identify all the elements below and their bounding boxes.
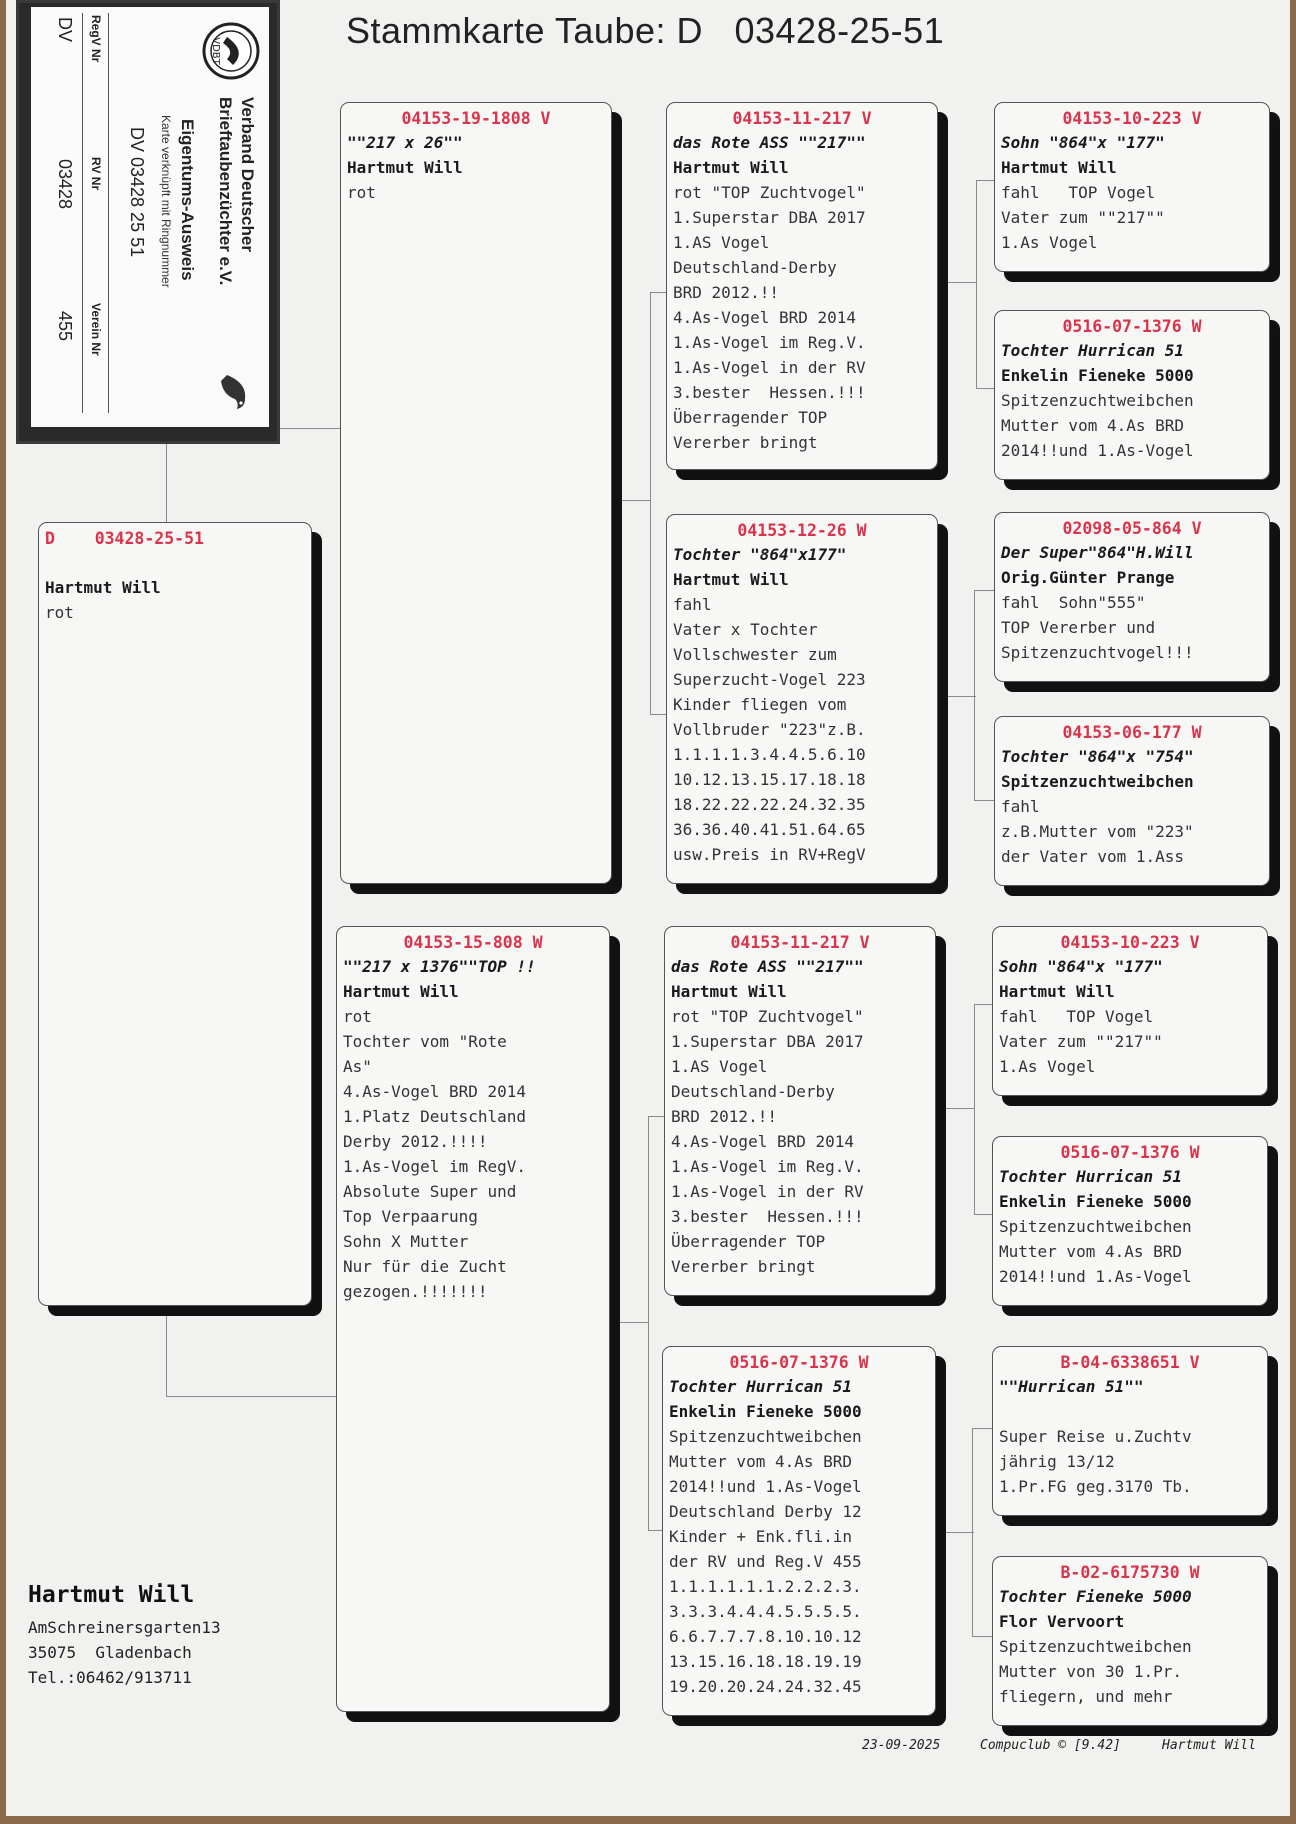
- card-ring: 0516-07-1376 W: [1062, 317, 1202, 336]
- label-org-line2: Brieftaubenzüchter e.V.: [216, 97, 235, 286]
- card-ggp-mmm: B-02-6175730 W Tochter Fieneke 5000 Flor Vervoort Spitzenzuchtweibchen Mutter von 30 1.Pr. fliegern, und mehr: [992, 1556, 1268, 1726]
- card-ggp-fmm: 04153-06-177 W Tochter "864"x "754" Spitzenzuchtweibchen fahl z.B.Mutter vom "223" der Vater vom 1.Ass: [994, 716, 1270, 886]
- svg-text:VDBT: VDBT: [210, 37, 221, 65]
- card-subject: [38, 522, 312, 1306]
- label-ring-number: DV 03428 25 51: [127, 127, 147, 258]
- card-ring: 02098-05-864 V: [1062, 519, 1202, 538]
- label-val-regv: DV: [55, 17, 75, 43]
- label-col-regv: RegV Nr: [89, 15, 103, 63]
- card-ggp-mff: 04153-10-223 V Sohn "864"x "177" Hartmut Will fahl TOP Vogel Vater zum ""217"" 1.As Vogel: [992, 926, 1268, 1096]
- card-ring: 04153-15-808 W: [403, 933, 543, 952]
- label-val-verein: 455: [55, 311, 75, 342]
- card-color: rot: [45, 603, 74, 622]
- pigeon-icon: [213, 369, 257, 413]
- card-ggp-fmf: 02098-05-864 V Der Super"864"H.Will Orig.Günter Prange fahl Sohn"555" TOP Vererber und Spitzenzuchtvogel!!!: [994, 512, 1270, 682]
- label-doc-title: Eigentums-Ausweis: [178, 119, 197, 281]
- card-ring: 04153-10-223 V: [1062, 109, 1202, 128]
- label-col-verein: Verein Nr: [89, 303, 103, 356]
- label-doc-subtitle: Karte verknüpft mit Ringnummer: [159, 115, 173, 288]
- owner-city: 35075 Gladenbach: [28, 1643, 192, 1662]
- owner-name: Hartmut Will: [28, 1582, 195, 1608]
- footer-owner: Hartmut Will: [1162, 1738, 1256, 1753]
- card-ring: 0516-07-1376 W: [1060, 1143, 1200, 1162]
- label-col-rv: RV Nr: [89, 157, 103, 191]
- card-ring: 04153-19-1808 V: [401, 109, 551, 128]
- card-grandfather-maternal: 04153-11-217 V das Rote ASS ""217"" Hartmut Will rot "TOP Zuchtvogel" 1.Superstar DBA 2017 1.AS Vogel Deutschland-Derby BRD 2012.!! 4.As-Vogel BRD 2014 1.As-Vogel im Reg.V. 1.As-Vogel in der RV 3.bester Hessen.!!! Überragender TOP Vererber bringt: [664, 926, 936, 1296]
- pedigree-sheet: [6, 0, 1290, 1816]
- footer-software: Compuclub © [9.42]: [980, 1738, 1121, 1753]
- label-val-rv: 03428: [55, 159, 75, 210]
- card-grandmother-paternal: 04153-12-26 W Tochter "864"x177" Hartmut Will fahl Vater x Tochter Vollschwester zum Superzucht-Vogel 223 Kinder fliegen vom Vollbruder "223"z.B. 1.1.1.1.3.4.4.5.6.10 10.12.13.15.17.18.18 18.22.22.22.24.32.35 36.36.40.41.51.64.65 usw.Preis in RV+RegV: [666, 514, 938, 884]
- card-ggp-mmf: B-04-6338651 V ""Hurrican 51"" Super Reise u.Zuchtv jährig 13/12 1.Pr.FG geg.3170 Tb.: [992, 1346, 1268, 1516]
- card-ring: B-04-6338651 V: [1060, 1353, 1200, 1372]
- card-ring: 04153-06-177 W: [1062, 723, 1202, 742]
- card-ring: 04153-12-26 W: [737, 521, 867, 540]
- card-ring: 0516-07-1376 W: [729, 1353, 869, 1372]
- card-father: 04153-19-1808 V ""217 x 26"" Hartmut Will rot: [340, 102, 612, 884]
- vdbt-logo-icon: [201, 21, 261, 81]
- card-ggp-ffm: 0516-07-1376 W Tochter Hurrican 51 Enkelin Fieneke 5000 Spitzenzuchtweibchen Mutter vom 4.As BRD 2014!!und 1.As-Vogel: [994, 310, 1270, 480]
- card-ring: 04153-10-223 V: [1060, 933, 1200, 952]
- card-ggp-mfm: 0516-07-1376 W Tochter Hurrican 51 Enkelin Fieneke 5000 Spitzenzuchtweibchen Mutter vom 4.As BRD 2014!!und 1.As-Vogel: [992, 1136, 1268, 1306]
- card-grandfather-paternal: 04153-11-217 V das Rote ASS ""217"" Hartmut Will rot "TOP Zuchtvogel" 1.Superstar DBA 2017 1.AS Vogel Deutschland-Derby BRD 2012.!! 4.As-Vogel BRD 2014 1.As-Vogel im Reg.V. 1.As-Vogel in der RV 3.bester Hessen.!!! Überragender TOP Vererber bringt: [666, 102, 938, 470]
- card-ring: 04153-11-217 V: [730, 933, 870, 952]
- card-ring: D 03428-25-51: [45, 529, 204, 548]
- card-grandmother-maternal: 0516-07-1376 W Tochter Hurrican 51 Enkelin Fieneke 5000 Spitzenzuchtweibchen Mutter vom 4.As BRD 2014!!und 1.As-Vogel Deutschland Derby 12 Kinder + Enk.fli.in der RV und Reg.V 455 1.1.1.1.1.1.2.2.2.3. 3.3.3.4.4.4.5.5.5.5. 6.6.7.7.7.8.10.10.12 13.15.16.18.18.19.19 19.20.20.24.24.32.45: [662, 1346, 936, 1716]
- card-breeder: Hartmut Will: [45, 578, 161, 597]
- label-org-line1: Verband Deutscher: [238, 97, 257, 252]
- card-mother: 04153-15-808 W ""217 x 1376""TOP !! Hartmut Will rot Tochter vom "Rote As" 4.As-Vogel BRD 2014 1.Platz Deutschland Derby 2012.!!!! 1.As-Vogel im RegV. Absolute Super und Top Verpaarung Sohn X Mutter Nur für die Zucht gezogen.!!!!!!!: [336, 926, 610, 1712]
- card-ggp-fff: 04153-10-223 V Sohn "864"x "177" Hartmut Will fahl TOP Vogel Vater zum ""217"" 1.As Vogel: [994, 102, 1270, 272]
- owner-street: AmSchreinersgarten13: [28, 1618, 221, 1637]
- page-title: Stammkarte Taube: D 03428-25-51: [346, 10, 945, 51]
- footer-date: 23-09-2025: [862, 1738, 941, 1753]
- card-ring: 04153-11-217 V: [732, 109, 872, 128]
- card-ring: B-02-6175730 W: [1060, 1563, 1200, 1582]
- owner-phone: Tel.:06462/913711: [28, 1668, 192, 1687]
- ownership-label: [16, 0, 280, 444]
